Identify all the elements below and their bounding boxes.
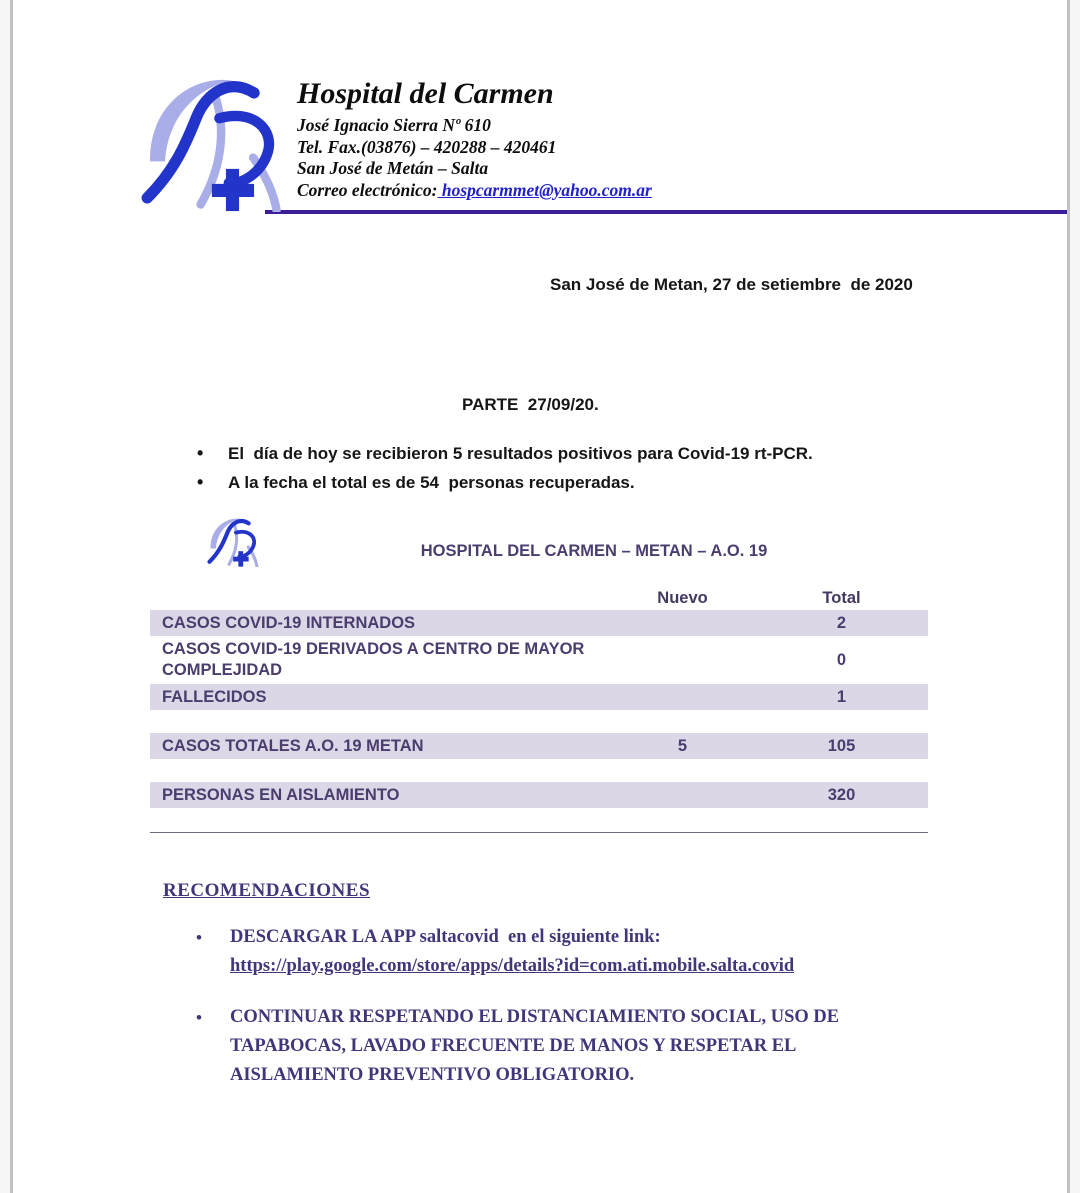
table-row (150, 782, 928, 808)
recommendation-item (192, 1003, 912, 1090)
table-header-row (150, 586, 928, 610)
letterhead (135, 62, 1067, 212)
phone-line: Tel. Fax.(03876) – 420288 – 420461 (297, 136, 557, 157)
recommendation-item (192, 923, 912, 981)
table-heading: HOSPITAL DEL CARMEN – METAN – A.O. 19 (420, 542, 768, 560)
app-download-link[interactable]: https://play.google.com/store/apps/details?id=com.ati.mobile.salta.covid (230, 956, 795, 976)
email-link[interactable]: hospcarmmet@yahoo.com.ar (437, 179, 652, 200)
cell-total: 1 (836, 687, 847, 706)
summary-list (197, 443, 1067, 494)
cell-label: CASOS COVID-19 DERIVADOS A CENTRO DE MAYOR COMPLEJIDAD (162, 640, 585, 679)
table-row (150, 684, 928, 710)
table-title-row (13, 512, 1067, 568)
cell-nuevo: 5 (677, 736, 688, 755)
cell-total: 320 (827, 785, 856, 804)
address-line: José Ignacio Sierra Nº 610 (297, 115, 491, 135)
summary-item: • A la fecha el total es de 54 personas recuperadas. (197, 472, 1067, 494)
recommendation-text: DESCARGAR LA APP saltacovid en el siguiente link: (230, 927, 661, 947)
cell-total: 105 (827, 736, 856, 755)
report-title: PARTE 27/09/20. (462, 395, 599, 414)
covid-table (150, 586, 928, 808)
header-cell-nuevo: Nuevo (657, 588, 708, 607)
letterhead-text (297, 78, 652, 212)
cell-label: PERSONAS EN AISLAMIENTO (162, 785, 400, 804)
table-row (150, 636, 928, 684)
summary-item: • El día de hoy se recibieron 5 resultados positivos para Covid-19 rt-PCR. (197, 443, 1067, 465)
recommendations-heading: RECOMENDACIONES (163, 880, 371, 901)
recommendation-text: CONTINUAR RESPETANDO EL DISTANCIAMIENTO SOCIAL, USO DE TAPABOCAS, LAVADO FRECUENTE DE MANOS Y RESPETAR EL AISLAMIENTO PREVENTIVO OBLIGATORIO. (230, 1007, 844, 1085)
hospital-name: Hospital del Carmen (297, 77, 554, 110)
cell-label: CASOS COVID-19 INTERNADOS (162, 613, 416, 632)
hospital-logo-small-icon (205, 512, 260, 567)
date-line: San José de Metan, 27 de setiembre de 2020 (550, 275, 913, 294)
email-label: Correo electrónico: (297, 179, 438, 200)
cell-total: 0 (836, 650, 847, 669)
table-row (150, 610, 928, 636)
cell-total: 2 (836, 613, 847, 632)
table-row (150, 733, 928, 759)
cell-label: CASOS TOTALES A.O. 19 METAN (162, 736, 424, 755)
email-line (297, 180, 652, 202)
hospital-logo-icon (135, 62, 285, 212)
location-line: San José de Metán – Salta (297, 158, 489, 178)
recommendations-list (192, 923, 1067, 1090)
cell-label: FALLECIDOS (162, 687, 267, 706)
table-spacer-row (150, 710, 928, 733)
document-page (10, 0, 1070, 1193)
header-cell-total: Total (822, 588, 861, 607)
table-spacer-row (150, 759, 928, 782)
